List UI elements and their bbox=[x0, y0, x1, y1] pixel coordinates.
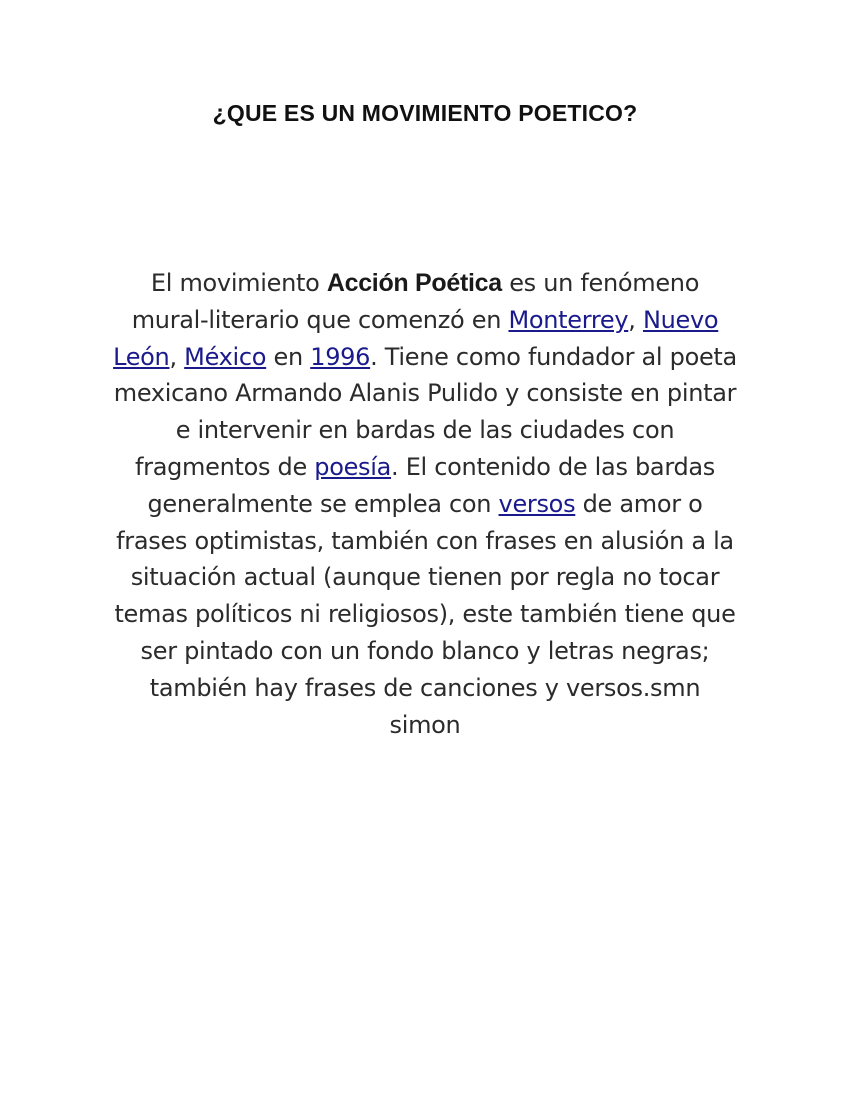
text-run: , bbox=[628, 305, 643, 334]
text-run: El movimiento bbox=[150, 269, 327, 297]
document-title: ¿QUE ES UN MOVIMIENTO POETICO? bbox=[212, 100, 638, 126]
text-run: . Tiene como fundador al poeta mexicano Armando Alanis Pulido y consiste en pintar e intervenir en bardas de las ciudades con fragmentos de bbox=[113, 342, 737, 481]
link-monterrey[interactable]: Monterrey bbox=[508, 305, 629, 334]
link-versos[interactable]: versos bbox=[498, 489, 576, 518]
link-nuevo-leon[interactable]: Nuevo León bbox=[113, 305, 719, 371]
link-mexico[interactable]: México bbox=[184, 342, 267, 371]
text-run: . El contenido de las bardas generalmente se emplea con bbox=[147, 452, 716, 518]
link-poesia[interactable]: poesía bbox=[314, 452, 392, 481]
text-run: en bbox=[266, 342, 311, 371]
text-run: , bbox=[169, 342, 185, 371]
text-run: de amor o frases optimistas, también con frases en alusión a la situación actual (aunque tienen por regla no tocar temas políticos ni religiosos), este también tiene que ser pintado con un fondo blanco y letras negras; también hay frases de canciones y versos.smn simon bbox=[114, 489, 736, 739]
link-1996[interactable]: 1996 bbox=[310, 342, 371, 371]
bold-term: Acción Poética bbox=[326, 269, 502, 297]
text-run: es un fenómeno mural-literario que comenzó en bbox=[131, 269, 700, 334]
body-paragraph bbox=[112, 265, 738, 743]
